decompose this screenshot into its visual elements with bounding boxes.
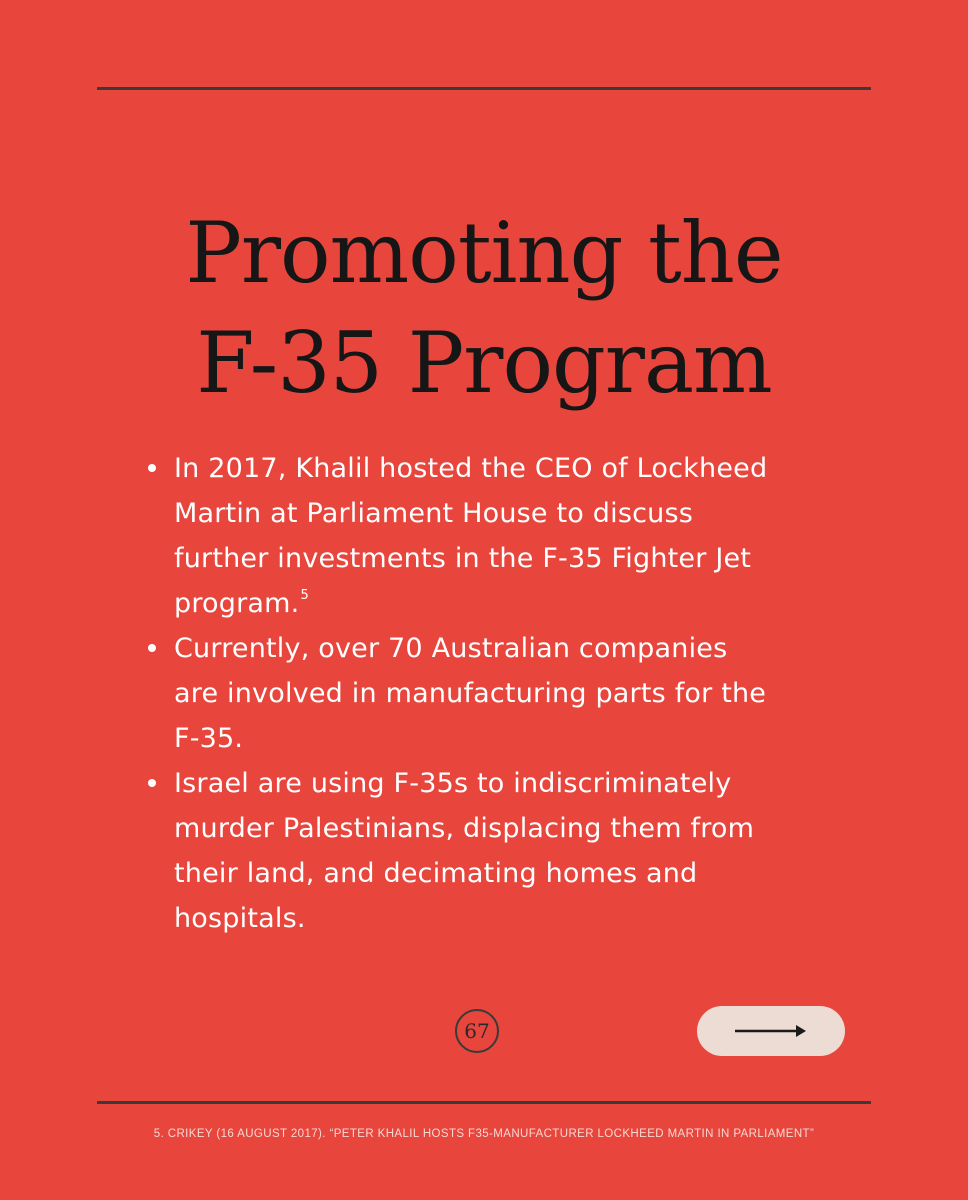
title-line-2: F-35 Program <box>196 314 772 412</box>
bullet-item <box>148 626 848 761</box>
page-number-badge: 67 <box>455 1009 499 1053</box>
bullet-line: murder Palestinians, displacing them from <box>174 813 755 844</box>
bullet-item <box>148 446 848 626</box>
top-divider <box>97 87 871 90</box>
page-title <box>0 198 968 418</box>
title-line-1: Promoting the <box>185 204 783 302</box>
bullet-line: In 2017, Khalil hosted the CEO of Lockheed <box>174 453 768 484</box>
bullet-line: their land, and decimating homes and <box>174 858 698 889</box>
arrow-right-icon <box>734 1023 808 1039</box>
bullet-dot-icon <box>148 464 156 472</box>
bullet-line: Currently, over 70 Australian companies <box>174 633 728 664</box>
footnote-citation: 5. CRIKEY (16 AUGUST 2017). “PETER KHALIL HOSTS F35-MANUFACTURER LOCKHEED MARTIN IN PARLIAMENT” <box>153 1128 815 1140</box>
next-page-button[interactable] <box>697 1006 845 1056</box>
bullet-item <box>148 761 848 941</box>
bullet-line: are involved in manufacturing parts for the <box>174 678 767 709</box>
bullet-line: Israel are using F-35s to indiscriminately <box>174 768 732 799</box>
footnote-reference: 5 <box>300 588 309 603</box>
bullet-line: program. <box>174 588 300 619</box>
bullet-dot-icon <box>148 779 156 787</box>
bullet-line: hospitals. <box>174 903 306 934</box>
bullet-line: Martin at Parliament House to discuss <box>174 498 693 529</box>
bullet-list <box>148 446 848 941</box>
bullet-line: further investments in the F-35 Fighter Jet <box>174 543 752 574</box>
bullet-line: F-35. <box>174 723 244 754</box>
bottom-divider <box>97 1101 871 1104</box>
bullet-dot-icon <box>148 644 156 652</box>
